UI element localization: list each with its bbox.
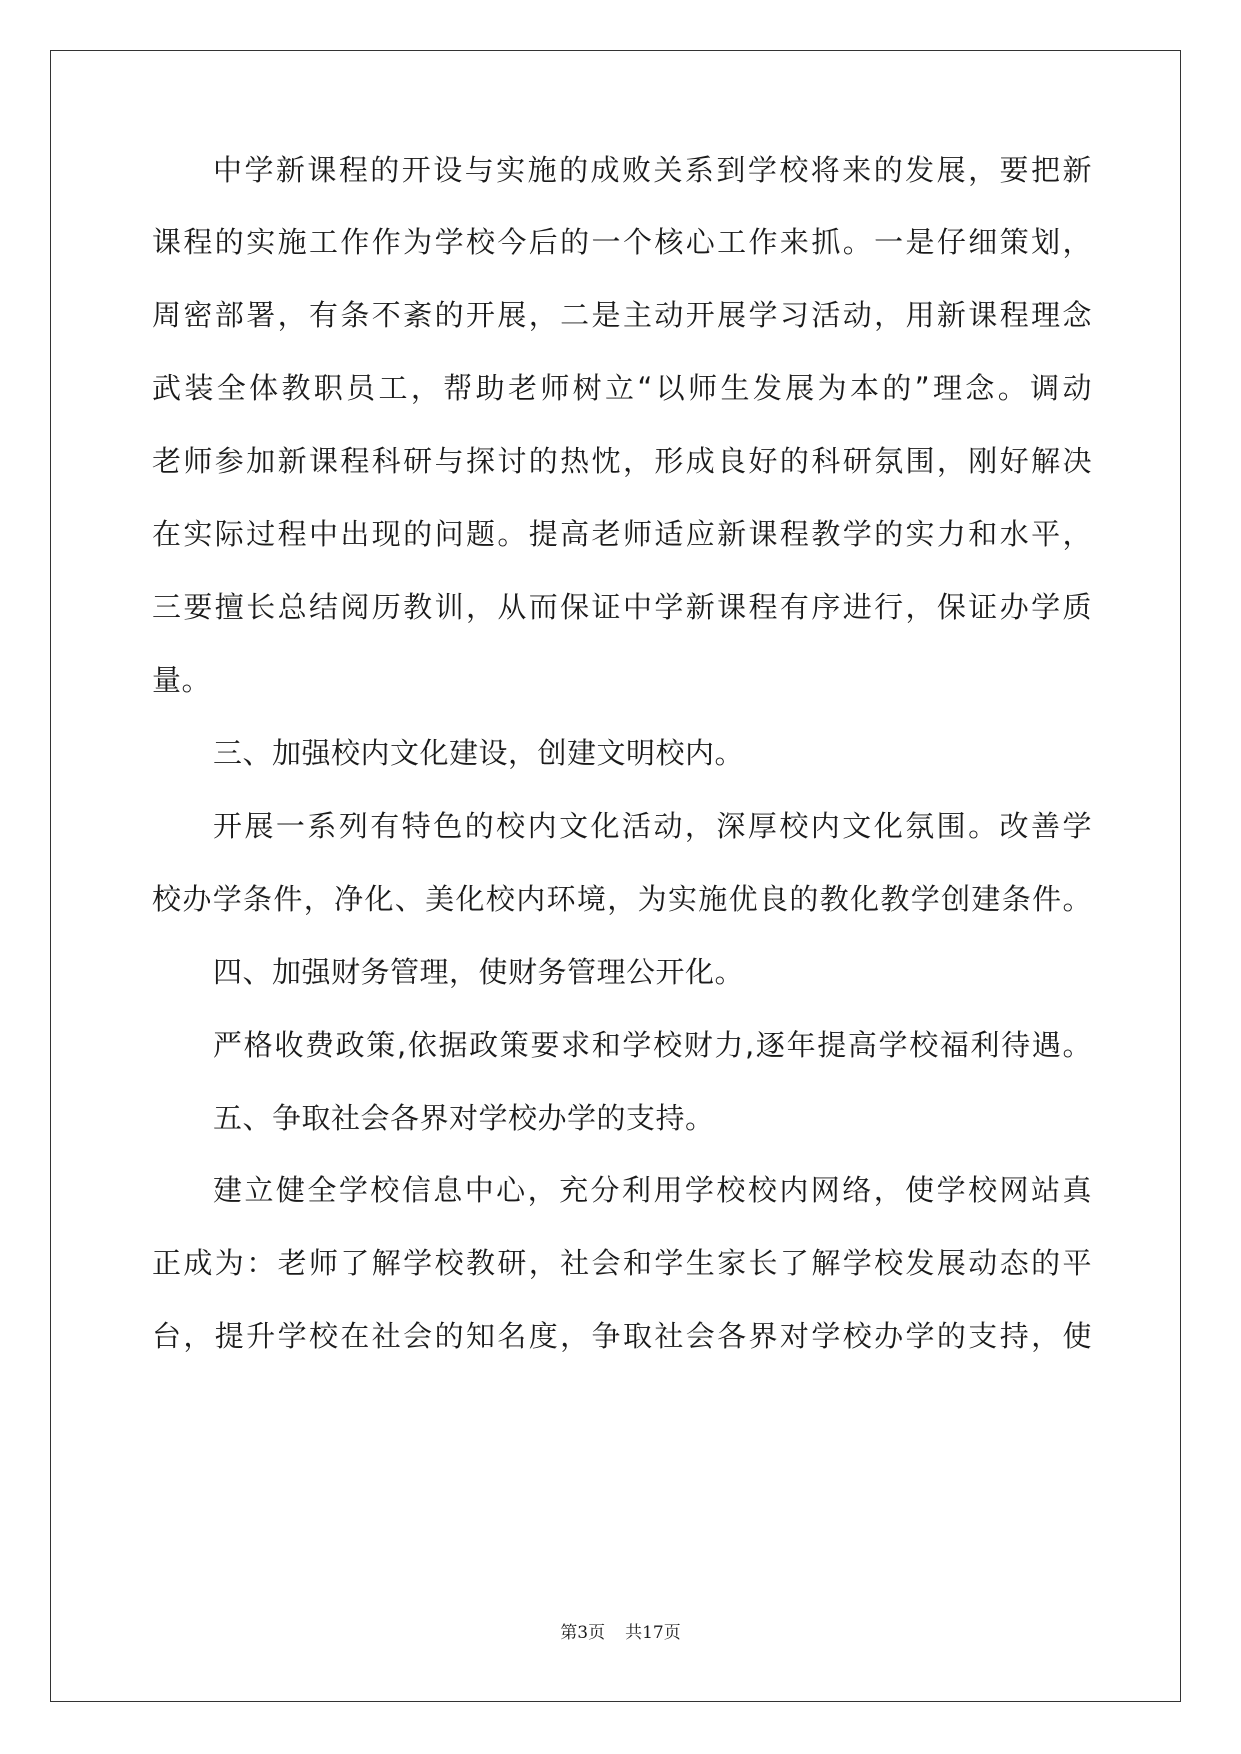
paragraph-line: 量。 xyxy=(152,663,212,697)
paragraph-line: 正成为：老师了解学校教研，社会和学生家长了解学校发展动态的平 xyxy=(152,1246,1092,1280)
paragraph-line: 周密部署，有条不紊的开展，二是主动开展学习活动，用新课程理念 xyxy=(152,298,1092,332)
paragraph-line: 课程的实施工作作为学校今后的一个核心工作来抓。一是仔细策划， xyxy=(152,225,1092,259)
paragraph-line: 中学新课程的开设与实施的成败关系到学校将来的发展，要把新 xyxy=(213,153,1092,187)
paragraph-line: 武装全体教职员工，帮助老师树立“以师生发展为本的”理念。调动 xyxy=(152,371,1092,405)
paragraph-line: 严格收费政策,依据政策要求和学校财力,逐年提高学校福利待遇。 xyxy=(213,1028,1092,1062)
paragraph-line: 建立健全学校信息中心，充分利用学校校内网络，使学校网站真 xyxy=(213,1173,1092,1207)
paragraph-line: 在实际过程中出现的问题。提高老师适应新课程教学的实力和水平， xyxy=(152,517,1092,551)
section-heading: 五、争取社会各界对学校办学的支持。 xyxy=(213,1101,715,1135)
page-footer xyxy=(0,1618,1241,1643)
paragraph-line: 三要擅长总结阅历教训，从而保证中学新课程有序进行，保证办学质 xyxy=(152,590,1092,624)
paragraph-line: 老师参加新课程科研与探讨的热忱，形成良好的科研氛围，刚好解决 xyxy=(152,444,1092,478)
paragraph-line: 校办学条件，净化、美化校内环境，为实施优良的教化教学创建条件。 xyxy=(152,882,1092,916)
page-number: 第3页 xyxy=(560,1623,606,1643)
paragraph-line: 台，提升学校在社会的知名度，争取社会各界对学校办学的支持，使 xyxy=(152,1319,1092,1353)
paragraph-line: 开展一系列有特色的校内文化活动，深厚校内文化氛围。改善学 xyxy=(213,809,1092,843)
page-total: 共17页 xyxy=(625,1623,681,1643)
section-heading: 三、加强校内文化建设，创建文明校内。 xyxy=(213,736,745,770)
section-heading: 四、加强财务管理，使财务管理公开化。 xyxy=(213,955,745,989)
